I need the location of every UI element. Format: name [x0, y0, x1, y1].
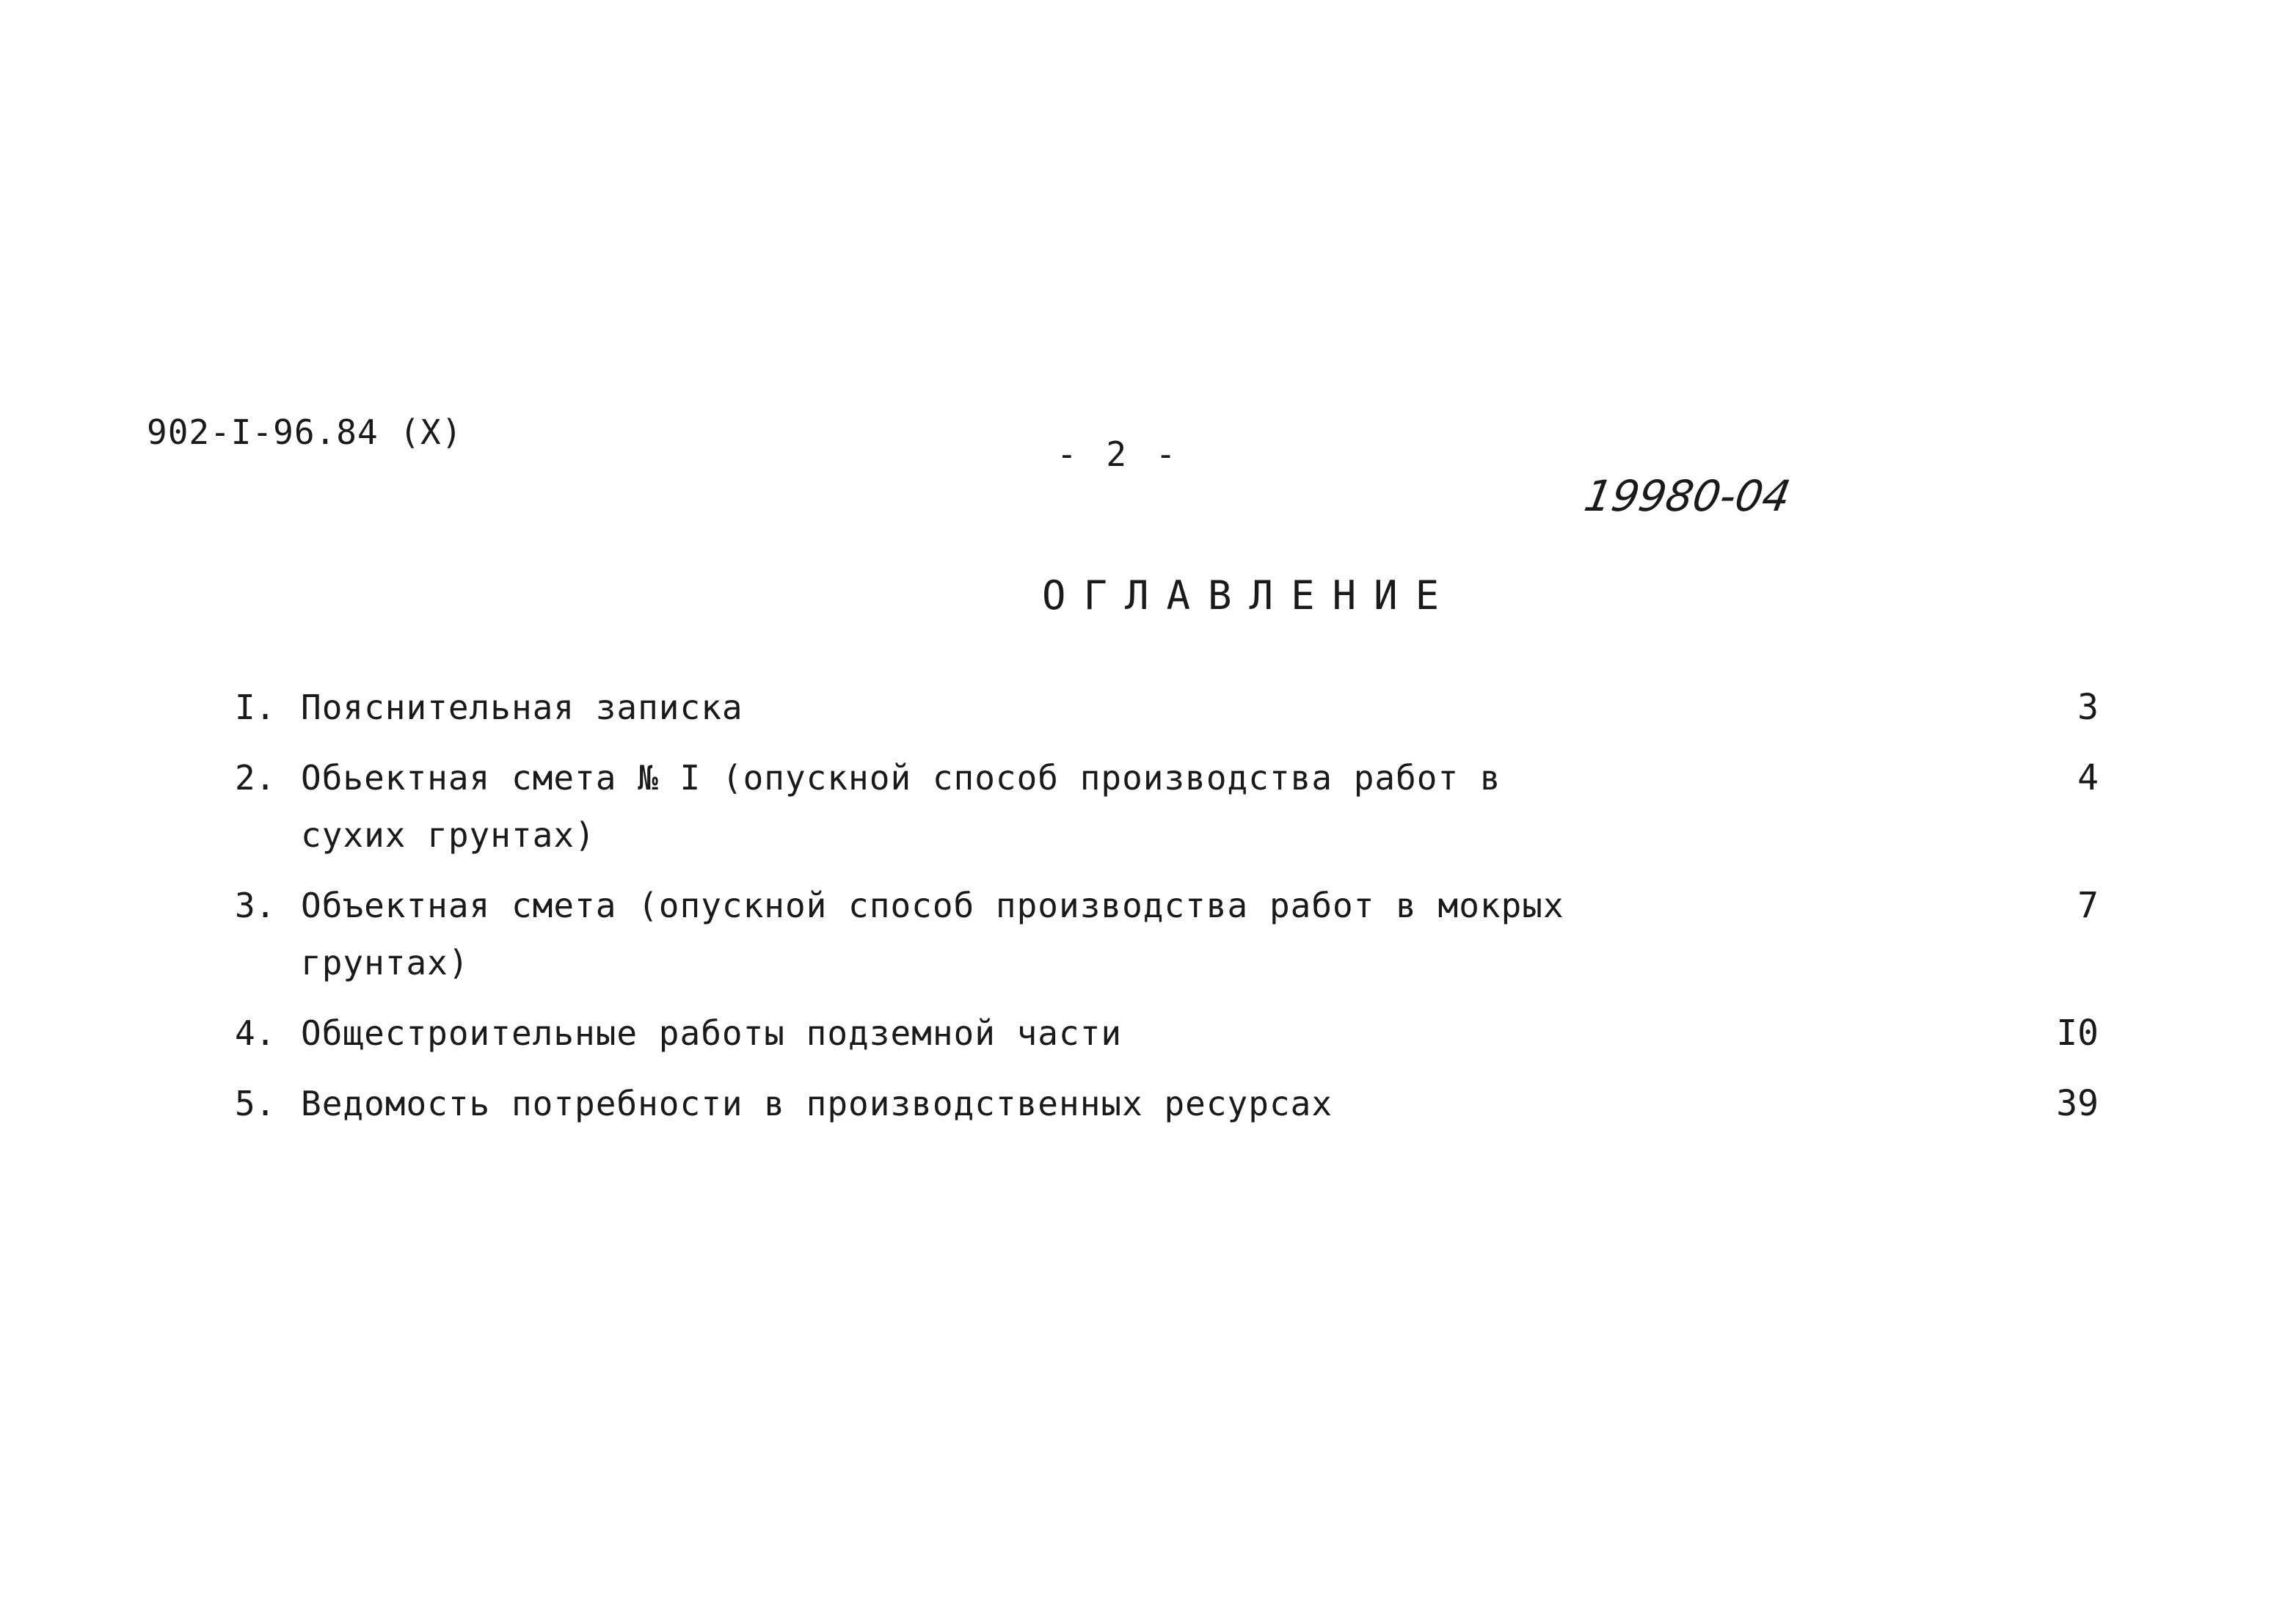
toc-entry-page: 7: [2077, 885, 2099, 926]
toc-entry-1: [235, 679, 2099, 736]
toc-entry-page: I0: [2056, 1013, 2099, 1054]
toc-entry-title-continuation: сухих грунтах): [301, 815, 596, 855]
toc-entry-2: [235, 749, 2099, 864]
toc-entry-5: [235, 1075, 2099, 1132]
toc-entry-title: Обьектная смета № I (опускной способ производства работ в: [301, 758, 1501, 798]
toc-entry-title: Пояснительная записка: [301, 688, 743, 727]
toc-entry-3: [235, 877, 2099, 991]
toc-entry-title: Общестроительные работы подземной части: [301, 1013, 1123, 1053]
page-number: - 2 -: [1057, 434, 1181, 474]
document-code: 902-I-96.84 (X): [147, 412, 463, 452]
toc-entry-page: 39: [2056, 1083, 2099, 1124]
handwritten-number: 19980-04: [1581, 471, 1795, 521]
toc-entry-4: [235, 1005, 2099, 1062]
toc-entry-number: 4.: [235, 1013, 276, 1053]
toc-entry-number: 5.: [235, 1084, 276, 1123]
toc-entry-number: I.: [235, 688, 276, 727]
toc-entry-title: Ведомость потребности в производственных ресурсах: [301, 1084, 1333, 1123]
toc-entry-title-continuation: грунтах): [301, 943, 470, 983]
toc-entry-number: 2.: [235, 758, 276, 798]
toc-entry-title: Объектная смета (опускной способ производства работ в мокрых: [301, 886, 1564, 925]
toc-entry-number: 3.: [235, 886, 276, 925]
toc-entry-page: 3: [2077, 687, 2099, 728]
toc-title: ОГЛАВЛЕНИЕ: [1042, 572, 1457, 619]
table-of-contents: [235, 679, 2099, 1145]
toc-entry-page: 4: [2077, 757, 2099, 798]
